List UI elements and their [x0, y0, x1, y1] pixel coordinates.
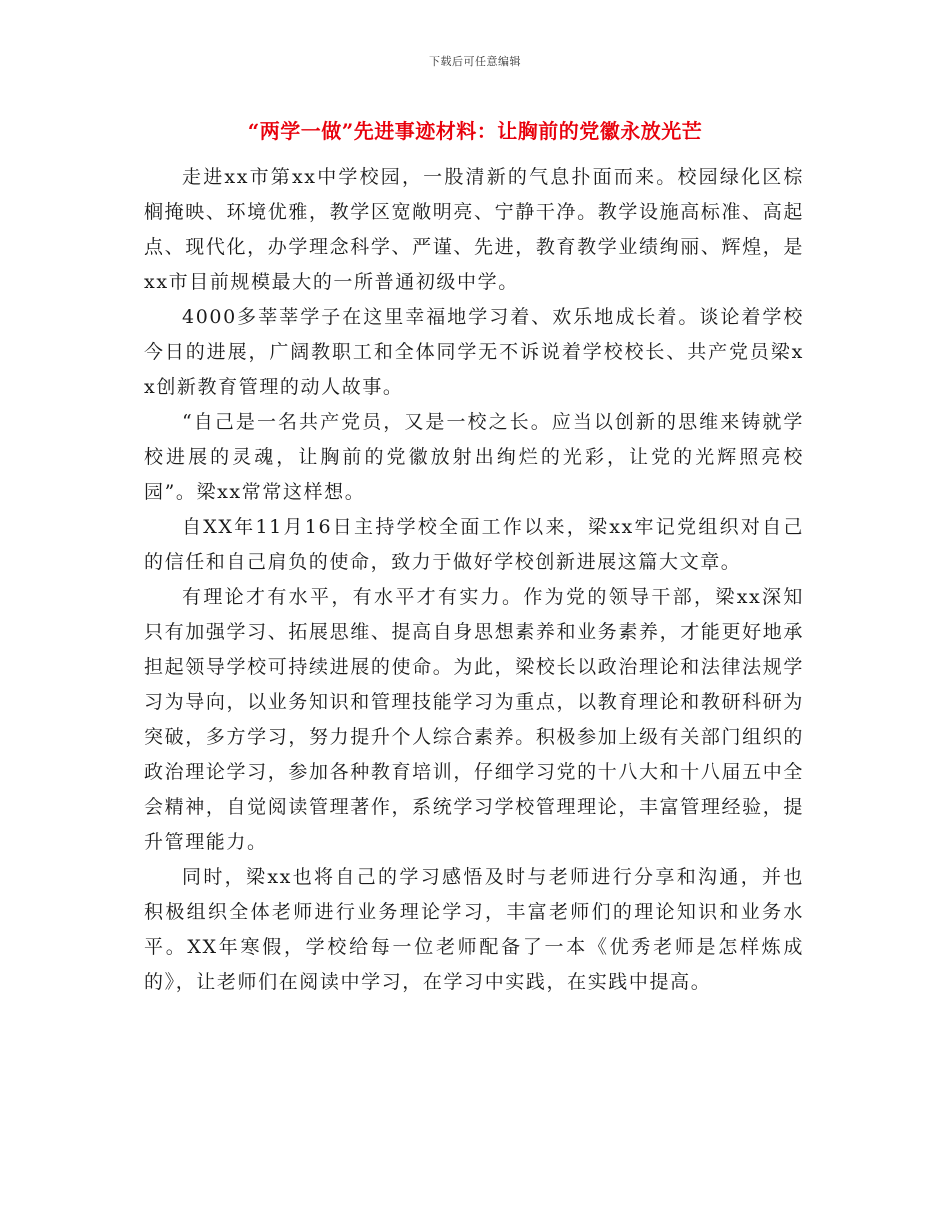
paragraph: 4000多莘莘学子在这里幸福地学习着、欢乐地成长着。谈论着学校今日的进展，广阔教职工和全体同学无不诉说着学校校长、共产党员梁xx创新教育管理的动人故事。	[144, 306, 804, 398]
document-title: “两学一做”先进事迹材料：让胸前的党徽永放光芒	[247, 119, 703, 143]
document-body	[144, 160, 804, 1000]
paragraph: 有理论才有水平，有水平才有实力。作为党的领导干部，梁xx深知只有加强学习、拓展思维、提高自身思想素养和业务素养，才能更好地承担起领导学校可持续进展的使命。为此，梁校长以政治理论和法律法规学习为导向，以业务知识和管理技能学习为重点，以教育理论和教研科研为突破，多方学习，努力提升个人综合素养。积极参加上级有关部门组织的政治理论学习，参加各种教育培训，仔细学习党的十八大和十八届五中全会精神，自觉阅读管理著作，系统学习学校管理理论，丰富管理经验，提升管理能力。	[144, 586, 804, 853]
paragraph: 自XX年11月16日主持学校全面工作以来，梁xx牢记党组织对自己的信任和自己肩负的使命，致力于做好学校创新进展这篇大文章。	[144, 516, 804, 573]
paragraph: 走进xx市第xx中学校园，一股清新的气息扑面而来。校园绿化区棕榈掩映、环境优雅，教学区宽敞明亮、宁静干净。教学设施高标准、高起点、现代化，办学理念科学、严谨、先进，教育教学业绩绚丽、辉煌，是xx市目前规模最大的一所普通初级中学。	[144, 166, 804, 293]
paragraph: “自己是一名共产党员，又是一校之长。应当以创新的思维来铸就学校进展的灵魂，让胸前的党徽放射出绚烂的光彩，让党的光辉照亮校园”。梁xx常常这样想。	[144, 411, 804, 503]
page-header: 下载后可任意编辑	[429, 55, 521, 68]
paragraph: 同时，梁xx也将自己的学习感悟及时与老师进行分享和沟通，并也积极组织全体老师进行业务理论学习，丰富老师们的理论知识和业务水平。XX年寒假，学校给每一位老师配备了一本《优秀老师是怎样炼成的》，让老师们在阅读中学习，在学习中实践，在实践中提高。	[144, 866, 804, 993]
